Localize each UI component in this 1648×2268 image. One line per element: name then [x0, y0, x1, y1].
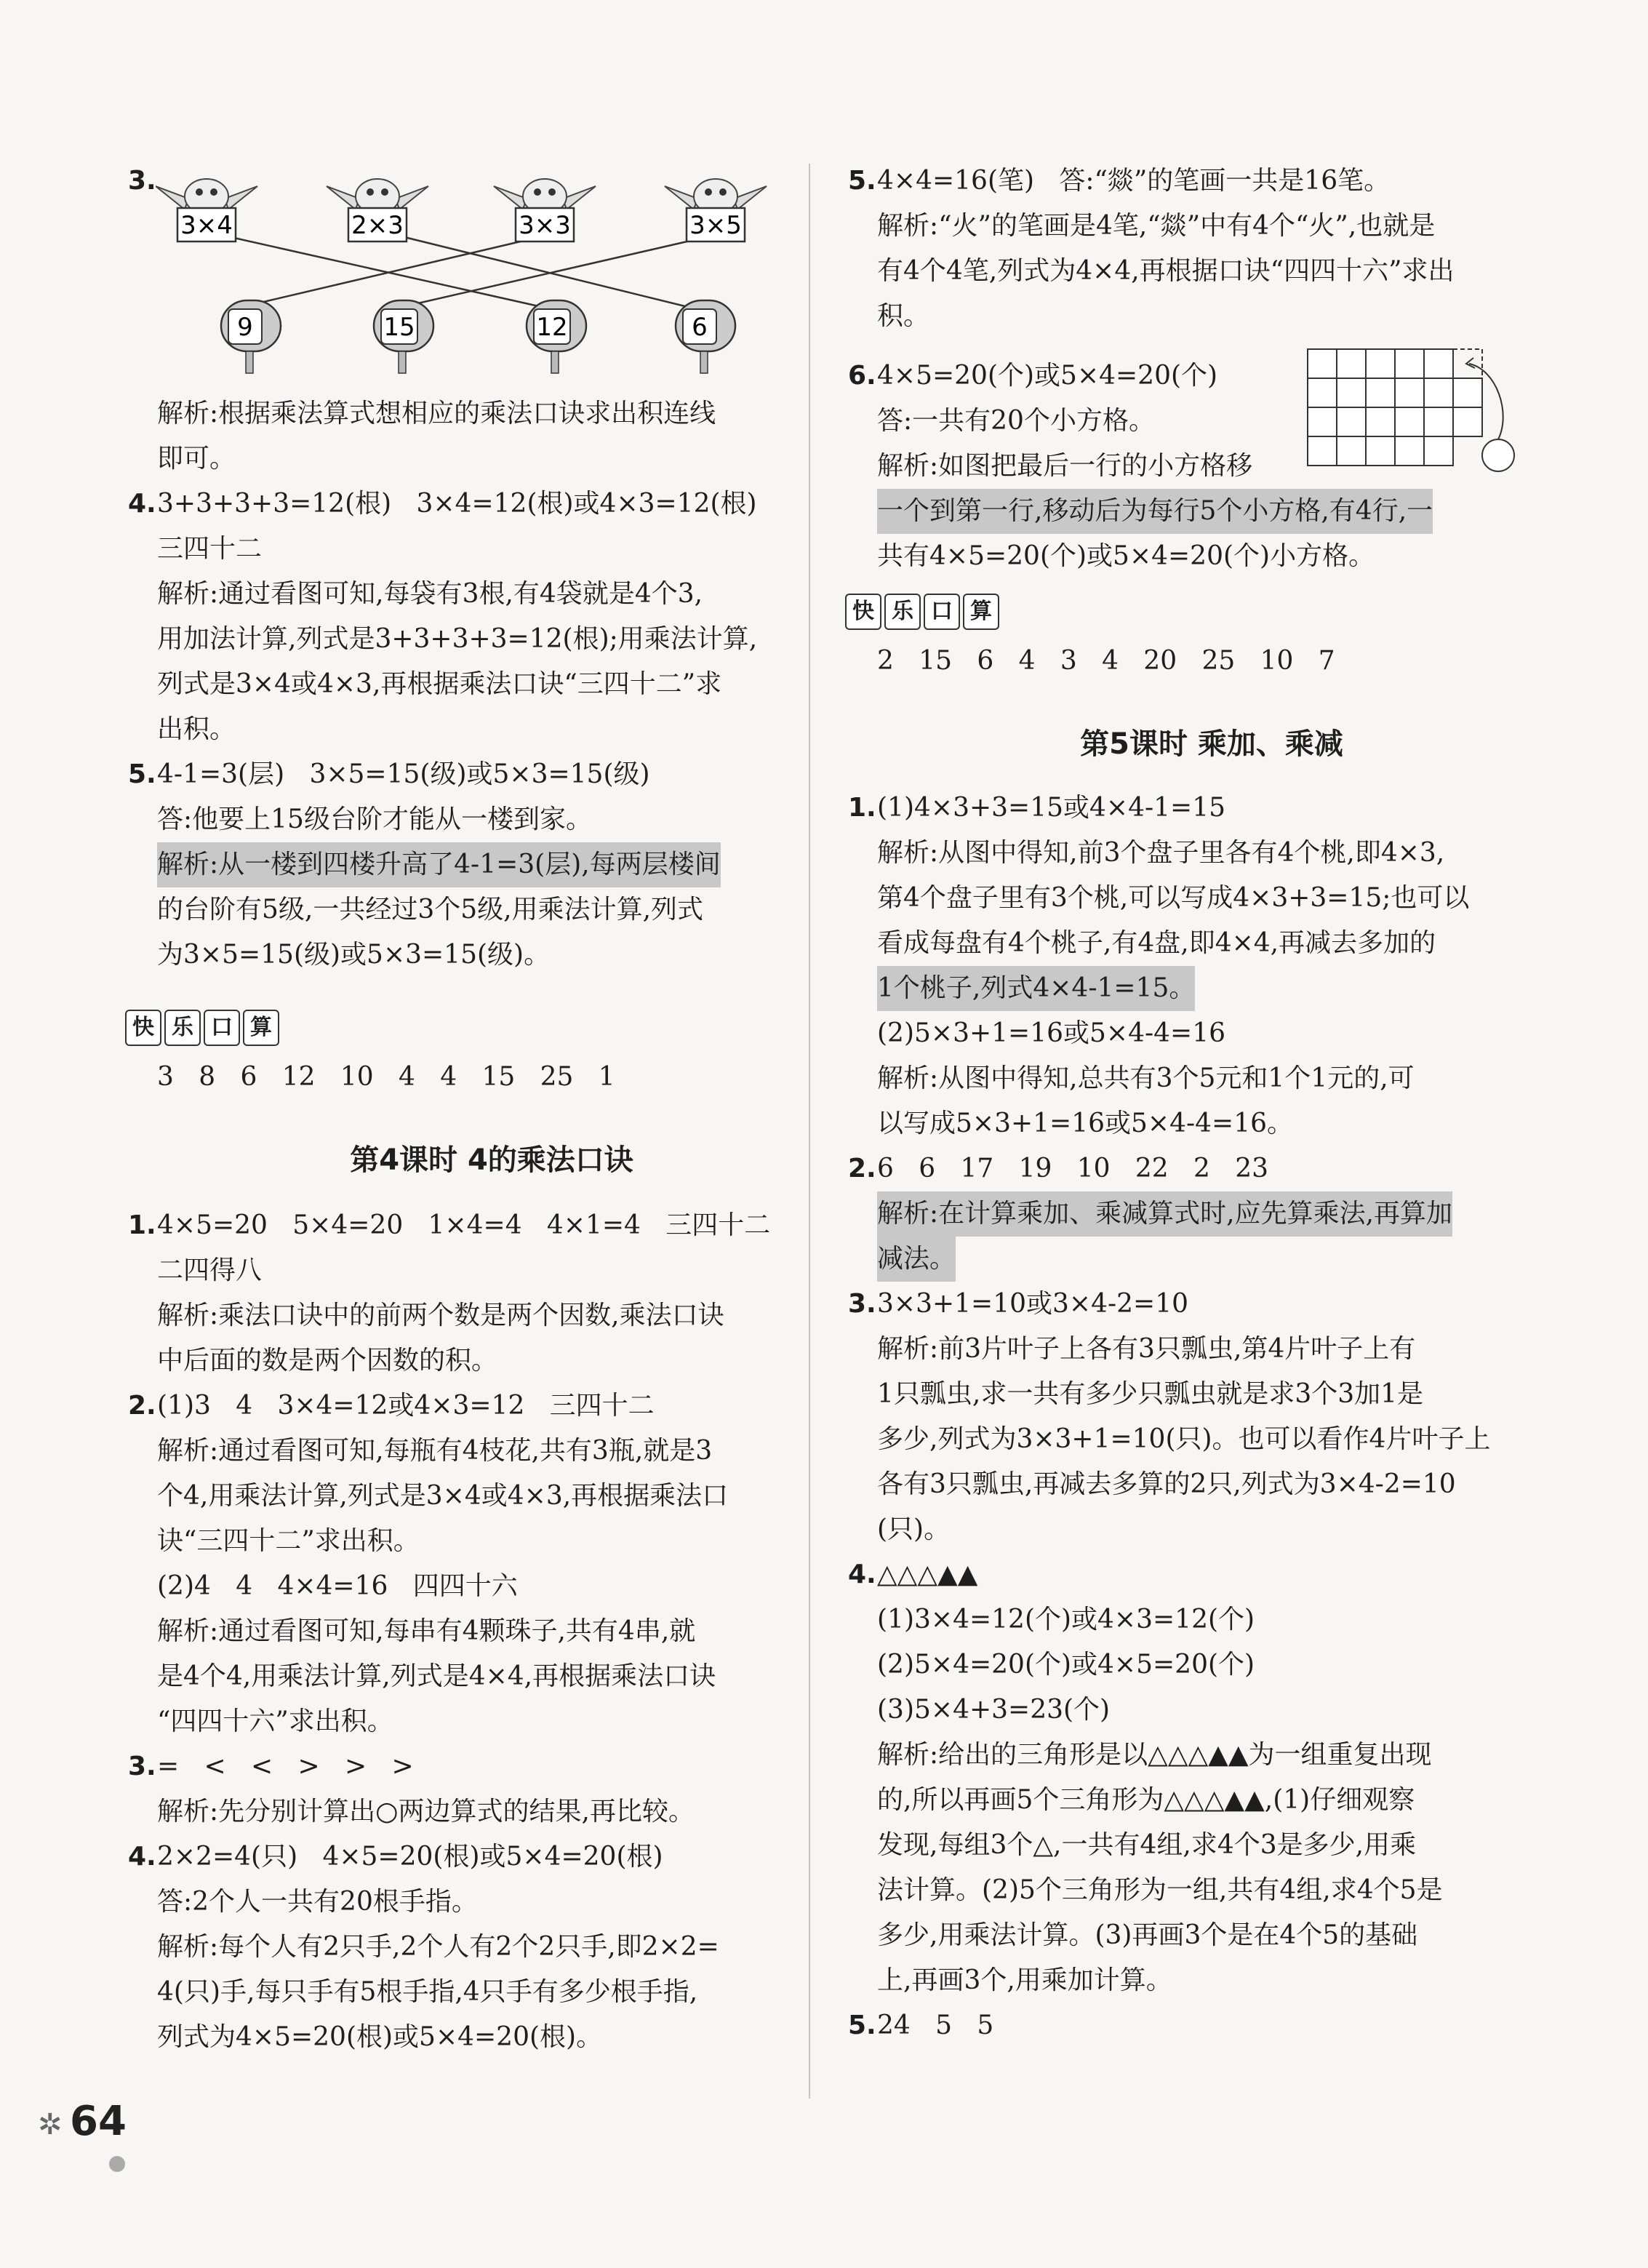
mailbox-4 [676, 300, 735, 373]
kuaile-char: 算 [963, 594, 999, 630]
q4-answer: 3+3+3+3=12(根) 3×4=12(根)或4×3=12(根) [157, 489, 757, 519]
l5q4-line-3: (2)5×4=20(个)或4×5=20(个) [877, 1650, 1255, 1680]
kuaile-char: 乐 [164, 1010, 201, 1046]
mailbox-2 [374, 300, 433, 373]
l5q2-label: 2. [848, 1154, 876, 1183]
r-q6-answer: 4×5=20(个)或5×4=20(个) [877, 361, 1218, 391]
kuaile-char: 口 [924, 594, 960, 630]
l5q4-line-7: 发现,每组3个△,一共有4组,求4个3是多少,用乘 [877, 1830, 1417, 1860]
l4q1-line-2: 二四得八 [157, 1255, 263, 1285]
l5q1-line-4: 看成每盘有4个桃子,有4盘,即4×4,再减去多加的 [877, 928, 1436, 958]
r-q6-line-4: 一个到第一行,移动后为每行5个小方格,有4行,一 [877, 489, 1433, 534]
l5q2-line-3: 减法。 [877, 1237, 956, 1282]
l5q1-line-8: 以写成5×3+1=16或5×4-4=16。 [877, 1109, 1294, 1138]
l4q2-answer-1: (1)3 4 3×4=12或4×3=12 三四十二 [157, 1391, 655, 1421]
l4q2-line-3: 个4,用乘法计算,列式是3×4或4×3,再根据乘法口 [157, 1481, 729, 1511]
box-label-4: 6 [692, 313, 708, 342]
l4q4-line-3: 解析:每个人有2只手,2个人有2个2只手,即2×2= [157, 1932, 719, 1962]
kuaile-char: 口 [204, 1010, 240, 1046]
r-q5-line-4: 积。 [877, 301, 930, 331]
l5q3-line-2: 解析:前3片叶子上各有3只瓢虫,第4片叶子上有 [877, 1334, 1416, 1364]
bird-matching-figure [156, 166, 796, 384]
kuaile-char: 快 [125, 1010, 161, 1046]
l5q4-label: 4. [848, 1560, 876, 1589]
l4q2-label: 2. [128, 1391, 156, 1421]
kuaile-kousuan-badge-2 [845, 594, 999, 630]
l4q3-answer: = < < > > > [157, 1752, 414, 1781]
l4q1-line-4: 中后面的数是两个因数的积。 [157, 1346, 498, 1375]
r-q6-line-2: 答:一共有20个小方格。 [877, 406, 1155, 436]
r-q5-line-2: 解析:“火”的笔画是4笔,“燚”中有4个“火”,也就是 [877, 211, 1436, 241]
bird-3 [494, 179, 596, 241]
mailbox-3 [527, 300, 586, 373]
l5q4-line-2: (1)3×4=12(个)或4×3=12(个) [877, 1605, 1255, 1634]
l4q1-line-3: 解析:乘法口诀中的前两个数是两个因数,乘法口诀 [157, 1301, 724, 1330]
kuaile-answers-1: 3 8 6 12 10 4 4 15 25 1 [157, 1062, 615, 1092]
q3-explain-1: 解析:根据乘法算式想相应的乘法口诀求出积连线 [157, 399, 716, 428]
q3-label: 3. [128, 166, 156, 196]
l5q1-line-3: 第4个盘子里有3个桃,可以写成4×3+3=15;也可以 [877, 883, 1470, 913]
l4q2-line-6: 解析:通过看图可知,每串有4颗珠子,共有4串,就 [157, 1616, 696, 1646]
bird-label-4: 3×5 [689, 211, 742, 240]
l5q4-line-10: 上,再画3个,用乘加计算。 [877, 1965, 1172, 1995]
l4q2-line-4: 诀“三四十二”求出积。 [157, 1526, 420, 1556]
l4q2-line-2: 解析:通过看图可知,每瓶有4枝花,共有3瓶,就是3 [157, 1436, 713, 1466]
l5q3-line-3: 1只瓢虫,求一共有多少只瓢虫就是求3个3加1是 [877, 1379, 1424, 1409]
l4q3-label: 3. [128, 1752, 156, 1781]
connection-lines [221, 235, 716, 308]
l5q5-label: 5. [848, 2011, 876, 2040]
bird-label-3: 3×3 [519, 211, 571, 240]
l5q1-line-2: 解析:从图中得知,前3个盘子里各有4个桃,即4×3, [877, 838, 1445, 868]
l5q1-answer-1: (1)4×3+3=15或4×4-1=15 [877, 793, 1226, 823]
l4q2-answer-2: (2)4 4 4×4=16 四四十六 [157, 1571, 518, 1601]
q3-explain-2: 即可。 [157, 444, 236, 474]
l5q4-line-4: (3)5×4+3=23(个) [877, 1695, 1111, 1725]
q5-line-3: 解析:从一楼到四楼升高了4-1=3(层),每两层楼间 [157, 842, 721, 887]
page-number: 64 [70, 2098, 127, 2145]
bird-2 [327, 179, 428, 241]
l5q3-answer: 3×3+1=10或3×4-2=10 [877, 1289, 1189, 1319]
l4q4-label: 4. [128, 1842, 156, 1872]
l4q4-answer: 2×2=4(只) 4×5=20(根)或5×4=20(根) [157, 1842, 663, 1872]
kuaile-char: 快 [845, 594, 881, 630]
r-q5-line-3: 有4个4笔,列式为4×4,再根据口诀“四四十六”求出 [877, 256, 1455, 286]
q5-label: 5. [128, 759, 156, 789]
q4-line-6: 出积。 [157, 714, 236, 744]
box-label-1: 9 [237, 313, 253, 342]
l4q2-line-7: 是4个4,用乘法计算,列式是4×4,再根据乘法口诀 [157, 1661, 716, 1691]
q4-line-2: 三四十二 [157, 534, 263, 564]
l4q4-line-4: 4(只)手,每只手有5根手指,4只手有多少根手指, [157, 1977, 698, 2007]
l5q5-answer: 24 5 5 [877, 2011, 994, 2040]
kuaile-char: 乐 [884, 594, 921, 630]
l5q1-line-5: 1个桃子,列式4×4-1=15。 [877, 966, 1195, 1011]
l5q2-line-2: 解析:在计算乘加、乘减算式时,应先算乘法,再算加 [877, 1191, 1452, 1237]
q5-line-4: 的台阶有5级,一共经过3个5级,用乘法计算,列式 [157, 895, 704, 925]
bird-1 [156, 179, 257, 241]
star-icon: ✲ [38, 2108, 63, 2141]
q5-line-2: 答:他要上15级台阶才能从一楼到家。 [157, 804, 592, 834]
lesson4-title: 第4课时 4的乘法口诀 [350, 1143, 633, 1177]
q4-line-3: 解析:通过看图可知,每袋有3根,有4袋就是4个3, [157, 579, 703, 609]
l5q4-answer: △△△▲▲ [877, 1560, 978, 1589]
l5q1-line-7: 解析:从图中得知,总共有3个5元和1个1元的,可 [877, 1063, 1415, 1093]
l5q3-line-4: 多少,列式为3×3+1=10(只)。也可以看作4片叶子上 [877, 1424, 1491, 1454]
l4q2-line-8: “四四十六”求出积。 [157, 1706, 393, 1736]
square-grid-figure [1300, 348, 1519, 483]
l5q4-line-8: 法计算。(2)5个三角形为一组,共有4组,求4个5是 [877, 1875, 1443, 1905]
r-q6-label: 6. [848, 361, 876, 391]
l5q1-answer-2: (2)5×3+1=16或5×4-4=16 [877, 1018, 1226, 1048]
l5q4-line-5: 解析:给出的三角形是以△△△▲▲为一组重复出现 [877, 1740, 1432, 1770]
l5q4-line-9: 多少,用乘法计算。(3)再画3个是在4个5的基础 [877, 1920, 1418, 1950]
l5q4-line-6: 的,所以再画5个三角形为△△△▲▲,(1)仔细观察 [877, 1785, 1415, 1815]
l4q4-line-2: 答:2个人一共有20根手指。 [157, 1887, 478, 1917]
l5q2-answer: 6 6 17 19 10 22 2 23 [877, 1154, 1269, 1183]
l4q1-label: 1. [128, 1210, 156, 1240]
mailbox-1 [221, 300, 281, 373]
box-label-2: 15 [383, 313, 415, 342]
dot-icon [109, 2156, 125, 2172]
box-label-3: 12 [536, 313, 568, 342]
l4q1-answer: 4×5=20 5×4=20 1×4=4 4×1=4 三四十二 [157, 1210, 771, 1240]
l5q3-label: 3. [848, 1289, 876, 1319]
kuaile-char: 算 [243, 1010, 279, 1046]
kuaile-answers-2: 2 15 6 4 3 4 20 25 10 7 [877, 646, 1335, 676]
q4-line-5: 列式是3×4或4×3,再根据乘法口诀“三四十二”求 [157, 669, 722, 699]
q4-line-4: 用加法计算,列式是3+3+3+3=12(根);用乘法计算, [157, 624, 758, 654]
r-q6-line-5: 共有4×5=20(个)或5×4=20(个)小方格。 [877, 541, 1375, 571]
q5-answer: 4-1=3(层) 3×5=15(级)或5×3=15(级) [157, 759, 650, 789]
l4q4-line-5: 列式为4×5=20(根)或5×4=20(根)。 [157, 2022, 603, 2052]
l4q3-line-2: 解析:先分别计算出○两边算式的结果,再比较。 [157, 1797, 695, 1826]
q4-label: 4. [128, 489, 156, 519]
r-q6-line-3: 解析:如图把最后一行的小方格移 [877, 451, 1253, 481]
l5q3-line-6: (只)。 [877, 1514, 951, 1544]
column-divider [809, 164, 810, 2099]
lesson5-title: 第5课时 乘加、乘减 [1080, 727, 1343, 761]
l5q3-line-5: 各有3只瓢虫,再减去多算的2只,列式为3×4-2=10 [877, 1469, 1456, 1499]
r-q5-label: 5. [848, 166, 876, 196]
l5q1-label: 1. [848, 793, 876, 823]
r-q5-answer: 4×4=16(笔) 答:“燚”的笔画一共是16笔。 [877, 166, 1391, 196]
bird-label-2: 2×3 [351, 211, 404, 240]
bird-4 [665, 179, 767, 241]
bird-label-1: 3×4 [180, 211, 233, 240]
kuaile-kousuan-badge-1 [125, 1010, 279, 1046]
q5-line-5: 为3×5=15(级)或5×3=15(级)。 [157, 940, 551, 970]
